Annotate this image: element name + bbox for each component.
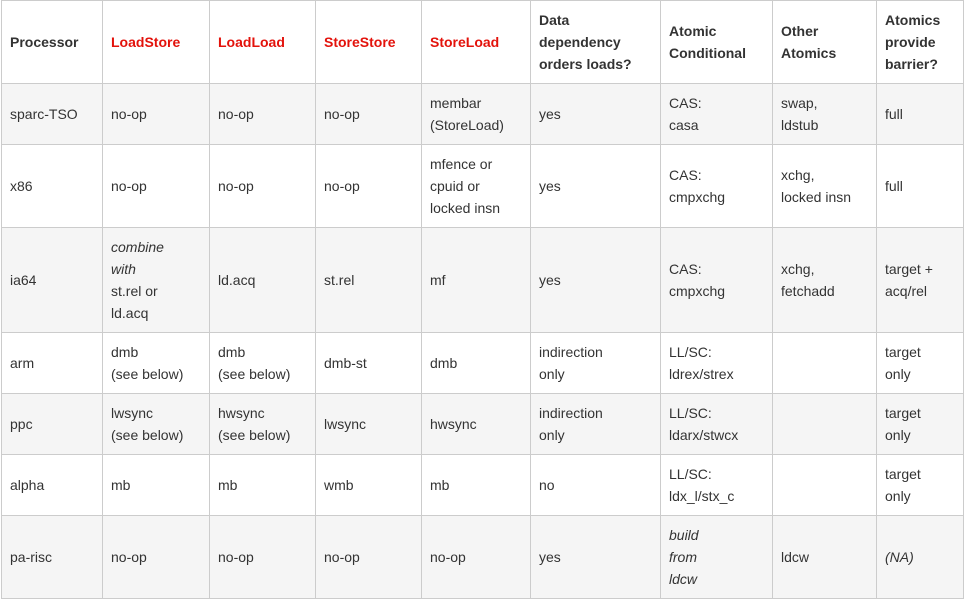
- header-data-dependency: Data dependency orders loads?: [531, 1, 661, 84]
- header-loadload: LoadLoad: [210, 1, 316, 84]
- cell-atomics-barrier: target only: [877, 333, 964, 394]
- cell-loadstore: no-op: [103, 516, 210, 599]
- cell-other-atomics: [773, 394, 877, 455]
- header-atomic-conditional: Atomic Conditional: [661, 1, 773, 84]
- header-other-atomics: Other Atomics: [773, 1, 877, 84]
- cell-atomic-conditional: LL/SC: ldx_l/stx_c: [661, 455, 773, 516]
- cell-atomic-conditional: CAS: cmpxchg: [661, 228, 773, 333]
- cell-other-atomics: [773, 455, 877, 516]
- cell-loadload: mb: [210, 455, 316, 516]
- header-row: [2, 1, 964, 84]
- header-storeload: StoreLoad: [422, 1, 531, 84]
- cell-data-dependency: yes: [531, 145, 661, 228]
- table-row: [2, 516, 964, 599]
- cell-data-dependency: indirection only: [531, 333, 661, 394]
- cell-storestore: dmb-st: [316, 333, 422, 394]
- cell-loadstore: no-op: [103, 145, 210, 228]
- cell-atomics-barrier: full: [877, 145, 964, 228]
- cell-atomics-barrier: target + acq/rel: [877, 228, 964, 333]
- cell-loadload: ld.acq: [210, 228, 316, 333]
- cell-loadstore: mb: [103, 455, 210, 516]
- header-storestore: StoreStore: [316, 1, 422, 84]
- table-row: [2, 145, 964, 228]
- cell-atomics-barrier: full: [877, 84, 964, 145]
- cell-processor: pa-risc: [2, 516, 103, 599]
- cell-loadload: dmb (see below): [210, 333, 316, 394]
- cell-processor: alpha: [2, 455, 103, 516]
- cell-storeload: mfence or cpuid or locked insn: [422, 145, 531, 228]
- cell-atomic-conditional: LL/SC: ldrex/strex: [661, 333, 773, 394]
- cell-data-dependency: yes: [531, 516, 661, 599]
- cell-atomics-barrier: target only: [877, 394, 964, 455]
- table-row: [2, 228, 964, 333]
- cell-processor: ppc: [2, 394, 103, 455]
- cell-storeload: dmb: [422, 333, 531, 394]
- cell-processor: sparc-TSO: [2, 84, 103, 145]
- cell-storestore: no-op: [316, 516, 422, 599]
- header-atomics-barrier: Atomics provide barrier?: [877, 1, 964, 84]
- header-loadstore: LoadStore: [103, 1, 210, 84]
- table-row: [2, 394, 964, 455]
- cell-storeload: no-op: [422, 516, 531, 599]
- cell-processor: x86: [2, 145, 103, 228]
- cell-storeload: membar (StoreLoad): [422, 84, 531, 145]
- cell-storeload: hwsync: [422, 394, 531, 455]
- cell-atomic-conditional: CAS: cmpxchg: [661, 145, 773, 228]
- cell-data-dependency: no: [531, 455, 661, 516]
- cell-atomic-conditional: CAS: casa: [661, 84, 773, 145]
- table-row: [2, 455, 964, 516]
- cell-loadload: no-op: [210, 516, 316, 599]
- cell-storestore: no-op: [316, 84, 422, 145]
- cell-loadload: no-op: [210, 145, 316, 228]
- cell-storeload: mf: [422, 228, 531, 333]
- cell-storestore: wmb: [316, 455, 422, 516]
- cell-atomics-barrier: target only: [877, 455, 964, 516]
- cell-storestore: no-op: [316, 145, 422, 228]
- cell-data-dependency: yes: [531, 84, 661, 145]
- cell-loadstore: lwsync (see below): [103, 394, 210, 455]
- cell-other-atomics: [773, 333, 877, 394]
- cell-other-atomics: ldcw: [773, 516, 877, 599]
- loadstore-instructions: st.rel or ld.acq: [111, 283, 158, 321]
- cell-data-dependency: indirection only: [531, 394, 661, 455]
- cell-loadload: hwsync (see below): [210, 394, 316, 455]
- cell-processor: arm: [2, 333, 103, 394]
- memory-barriers-table: [1, 0, 964, 599]
- cell-storestore: st.rel: [316, 228, 422, 333]
- loadstore-italic-note: combine with: [111, 239, 164, 277]
- cell-other-atomics: xchg, locked insn: [773, 145, 877, 228]
- cell-loadstore: [103, 228, 210, 333]
- cell-loadstore: dmb (see below): [103, 333, 210, 394]
- cell-loadload: no-op: [210, 84, 316, 145]
- cell-data-dependency: yes: [531, 228, 661, 333]
- cell-storeload: mb: [422, 455, 531, 516]
- table-row: [2, 333, 964, 394]
- cell-other-atomics: xchg, fetchadd: [773, 228, 877, 333]
- header-processor: Processor: [2, 1, 103, 84]
- cell-atomic-conditional: LL/SC: ldarx/stwcx: [661, 394, 773, 455]
- table-row: [2, 84, 964, 145]
- cell-loadstore: no-op: [103, 84, 210, 145]
- cell-storestore: lwsync: [316, 394, 422, 455]
- cell-atomic-conditional: build from ldcw: [661, 516, 773, 599]
- cell-other-atomics: swap, ldstub: [773, 84, 877, 145]
- cell-atomics-barrier: (NA): [877, 516, 964, 599]
- cell-processor: ia64: [2, 228, 103, 333]
